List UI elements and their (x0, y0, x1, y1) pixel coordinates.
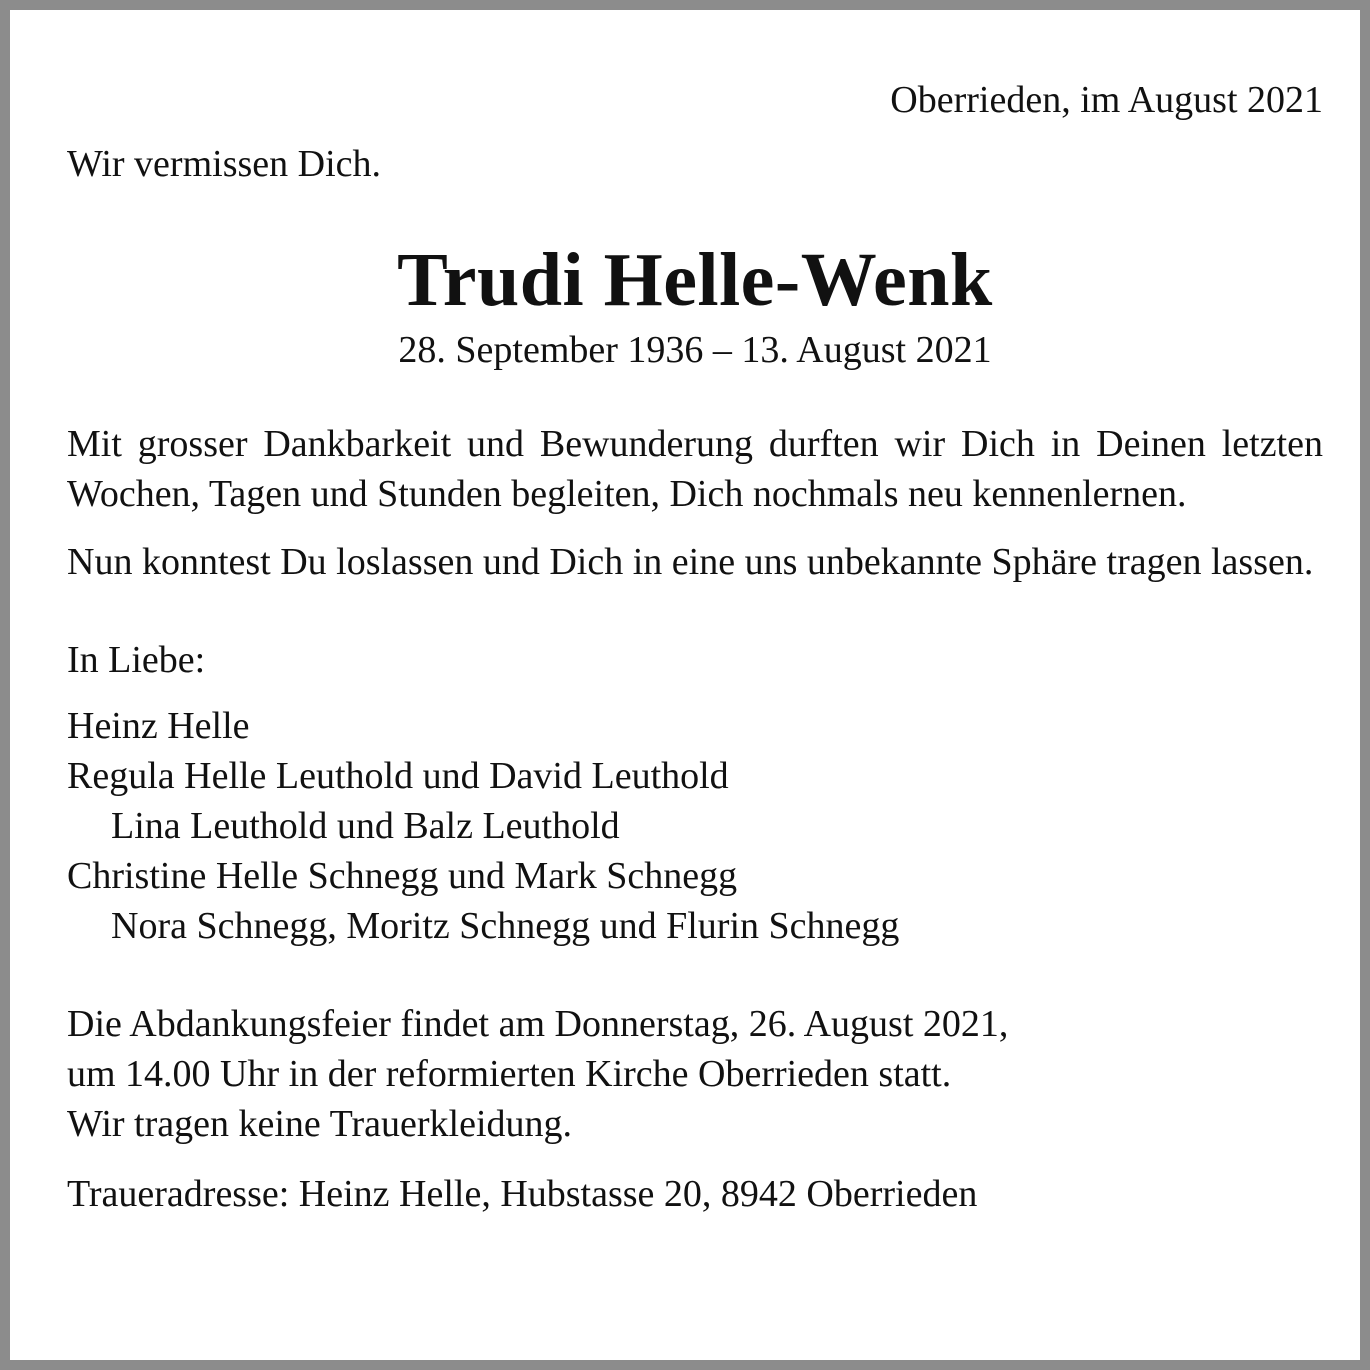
family-list (67, 701, 1323, 951)
mourning-address: Traueradresse: Heinz Helle, Hubstasse 20, 8942 Oberrieden (67, 1173, 978, 1215)
greeting: Wir vermissen Dich. (67, 143, 382, 185)
paragraph-gratitude: Mit grosser Dankbarkeit und Bewunderung durften wir Dich in Deinen letzten Wochen, Tagen und Stunden begleiten, Dich nochmals neu kennenlernen. (67, 423, 1323, 515)
service-info (67, 999, 1323, 1149)
notice-content (67, 65, 1323, 1219)
family-member: Nora Schnegg, Moritz Schnegg und Flurin Schnegg (111, 905, 900, 947)
family-member: Lina Leuthold und Balz Leuthold (111, 805, 620, 847)
family-member: Christine Helle Schnegg und Mark Schnegg (67, 855, 738, 897)
family-member: Regula Helle Leuthold und David Leuthold (67, 755, 729, 797)
in-love-label: In Liebe: (67, 639, 206, 681)
service-line: Wir tragen keine Trauerkleidung. (67, 1103, 573, 1145)
deceased-name: Trudi Helle-Wenk (397, 238, 993, 322)
place-date: Oberrieden, im August 2021 (890, 79, 1323, 121)
service-line: um 14.00 Uhr in der reformierten Kirche Oberrieden statt. (67, 1053, 952, 1095)
family-member: Heinz Helle (67, 705, 250, 747)
paragraph-farewell: Nun konntest Du loslassen und Dich in eine uns unbekannte Sphäre tragen lassen. (67, 541, 1314, 583)
life-dates: 28. September 1936 – 13. August 2021 (398, 329, 992, 371)
service-line: Die Abdankungsfeier findet am Donnerstag, 26. August 2021, (67, 1003, 1009, 1045)
